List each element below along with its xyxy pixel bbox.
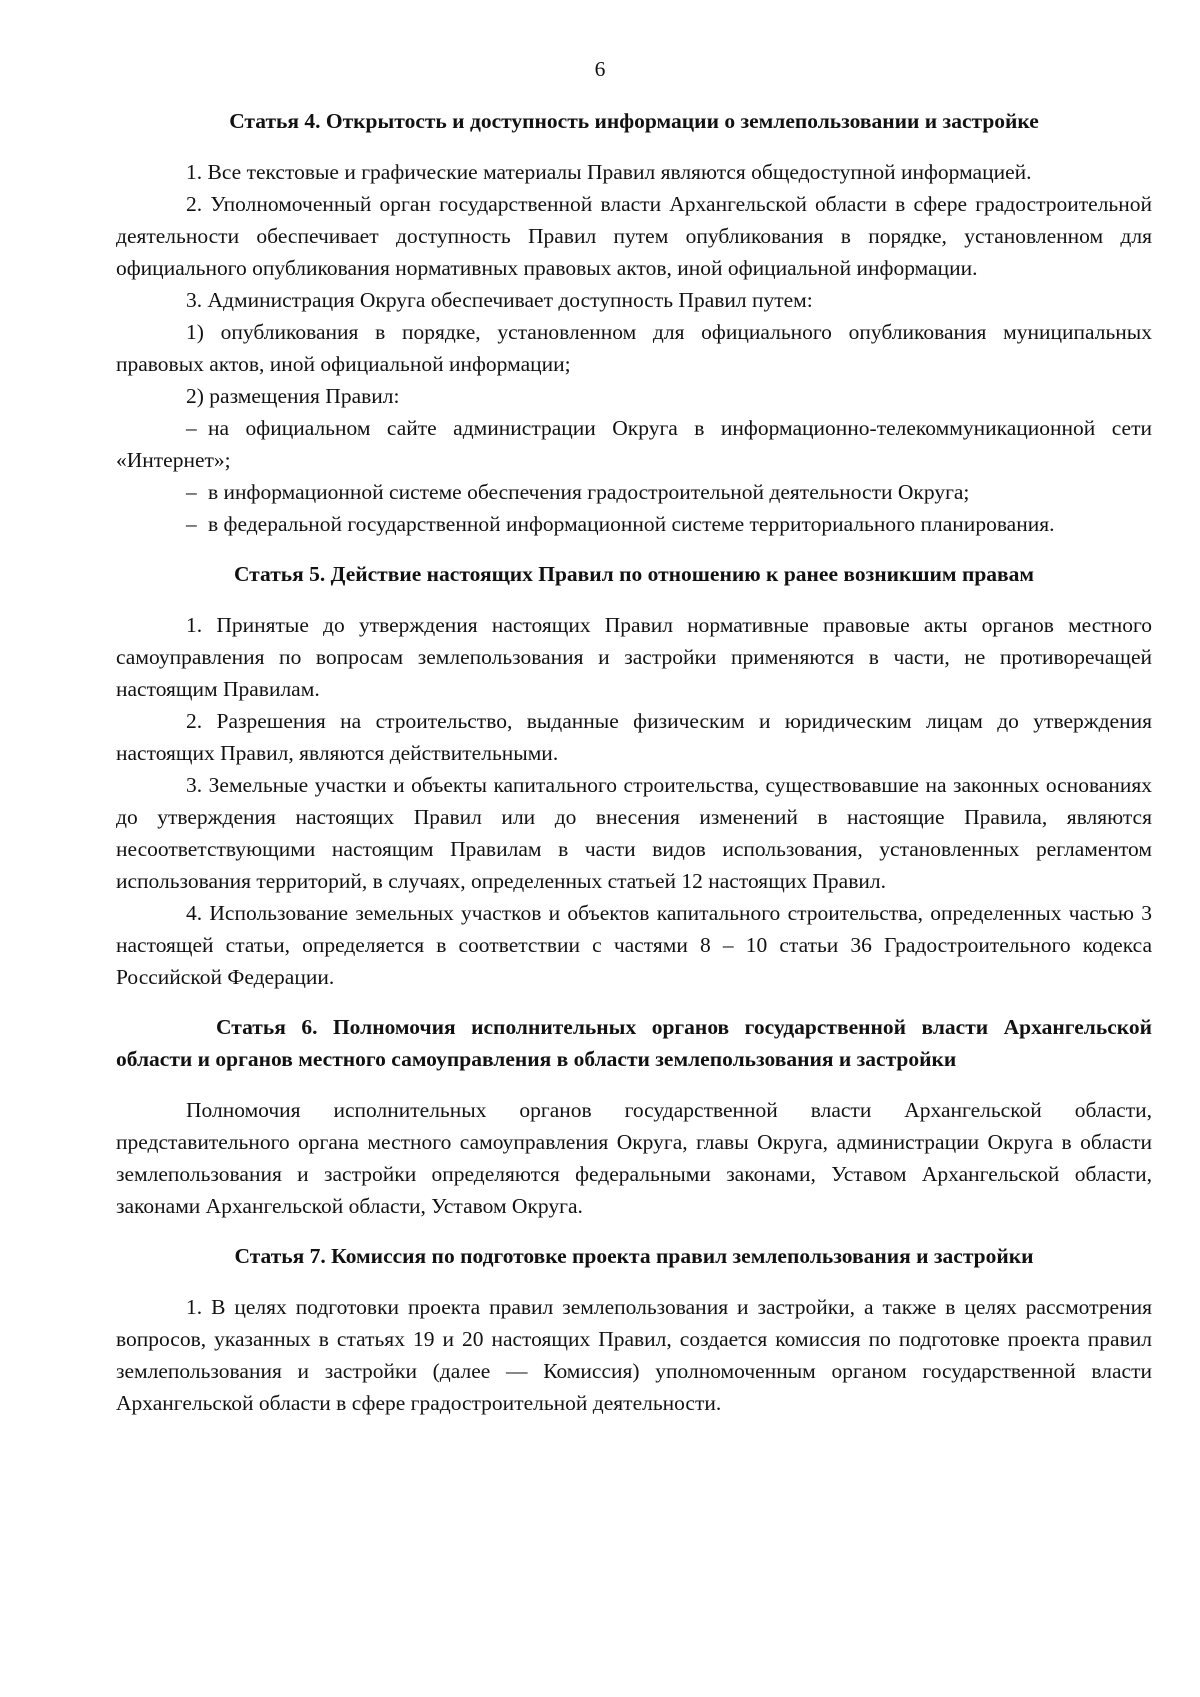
article-5-paragraph-1: 1. Принятые до утверждения настоящих Правил нормативные правовые акты органов местного самоуправления по вопросам землепользования и застройки применяются в части, не противоречащей настоящим Правилам.: [116, 613, 1152, 701]
article-4-dash-item-2: [116, 476, 1152, 508]
dash-item-text: на официальном сайте администрации Округа в информационно-телекоммуникационной сети «Интернет»;: [116, 416, 1152, 472]
article-7-title: Статья 7. Комиссия по подготовке проекта правил землепользования и застройки: [234, 1244, 1034, 1268]
article-4-dash-item-3: [116, 508, 1152, 540]
article-4-paragraph-1: 1. Все текстовые и графические материалы Правил являются общедоступной информацией.: [186, 160, 1032, 184]
article-7: [116, 1240, 1152, 1419]
article-5-paragraph-4: 4. Использование земельных участков и объектов капитального строительства, определенных частью 3 настоящей статьи, определяется в соответствии с частями 8 – 10 статьи 36 Градостроительного кодекса Российской Федерации.: [116, 901, 1152, 989]
article-5-paragraph-2: 2. Разрешения на строительство, выданные физическим и юридическим лицам до утверждения настоящих Правил, являются действительными.: [116, 709, 1152, 765]
article-4-paragraph-3: 3. Администрация Округа обеспечивает доступность Правил путем:: [186, 288, 813, 312]
article-5-paragraph-3: 3. Земельные участки и объекты капитального строительства, существовавшие на законных основаниях до утверждения настоящих Правил или до внесения изменений в настоящие Правила, являются несоответствующими настоящим Правилам в части видов использования, установленных регламентом использования территорий, в случаях, определенных статьей 12 настоящих Правил.: [116, 773, 1152, 893]
document-body: [116, 105, 1152, 1419]
dash-marker: –: [186, 480, 197, 504]
article-6-title: Статья 6. Полномочия исполнительных органов государственной власти Архангельской области и органов местного самоуправления в области землепользования и застройки: [116, 1015, 1152, 1071]
article-4-dash-item-1: [116, 412, 1152, 476]
article-6: [116, 1011, 1152, 1222]
article-6-paragraph-1: Полномочия исполнительных органов государственной власти Архангельской области, представительного органа местного самоуправления Округа, главы Округа, администрации Округа в области землепользования и застройки определяются федеральными законами, Уставом Архангельской области, законами Архангельской области, Уставом Округа.: [116, 1098, 1152, 1218]
article-4-title: Статья 4. Открытость и доступность информации о землепользовании и застройке: [229, 109, 1039, 133]
article-4-paragraph-2: 2. Уполномоченный орган государственной власти Архангельской области в сфере градостроительной деятельности обеспечивает доступность Правил путем опубликования в порядке, установленном для официального опубликования нормативных правовых актов, иной официальной информации.: [116, 192, 1152, 280]
dash-marker: –: [186, 416, 197, 440]
article-4: [116, 105, 1152, 540]
article-4-paragraph-3-item-1: 1) опубликования в порядке, установленном для официального опубликования муниципальных правовых актов, иной официальной информации;: [116, 320, 1152, 376]
dash-marker: –: [186, 512, 197, 536]
dash-item-text: в информационной системе обеспечения градостроительной деятельности Округа;: [208, 480, 970, 504]
article-5: [116, 558, 1152, 993]
article-5-title: Статья 5. Действие настоящих Правил по отношению к ранее возникшим правам: [233, 562, 1035, 586]
article-7-paragraph-1: 1. В целях подготовки проекта правил землепользования и застройки, а также в целях рассмотрения вопросов, указанных в статьях 19 и 20 настоящих Правил, создается комиссия по подготовке проекта правил землепользования и застройки (далее — Комиссия) уполномоченным органом государственной власти Архангельской области в сфере градостроительной деятельности.: [116, 1295, 1152, 1415]
dash-item-text: в федеральной государственной информационной системе территориального планирования.: [208, 512, 1055, 536]
article-4-paragraph-3-item-2: 2) размещения Правил:: [186, 384, 400, 408]
page-number: 6: [594, 57, 606, 81]
